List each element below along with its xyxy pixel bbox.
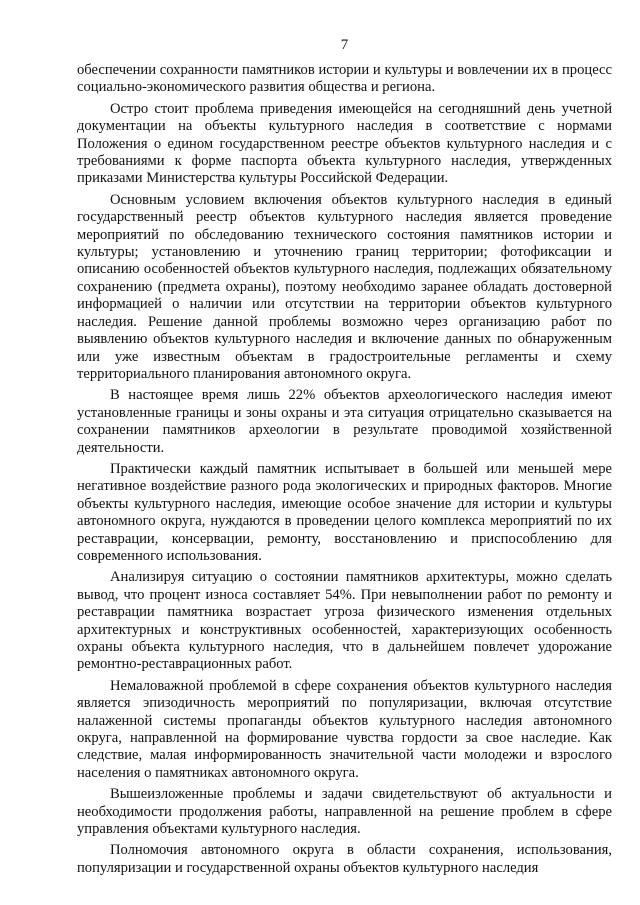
paragraph-7: Немаловажной проблемой в сфере сохранения объектов культурного наследия является эпизодичность мероприятий по популяризации, включая отсутствие налаженной системы пропаганды объектов культурного наследия автономного округа, направленной на формирование чувства гордости за свое наследие. Как следствие, малая информированность значительной части молодежи и взрослого населения о памятниках автономного округа.: [77, 677, 612, 781]
paragraph-1: обеспечении сохранности памятников истории и культуры и вовлечении их в процесс социально-экономического развития общества и региона.: [77, 62, 612, 96]
paragraph-5: Практически каждый памятник испытывает в большей или меньшей мере негативное воздействие разного рода экологических и природных факторов. Многие объекты культурного наследия, имеющие особое значение для истории и культуры автономного округа, нуждаются в проведении целого комплекса мероприятий по их реставрации, консервации, ремонту, восстановлению и приспособлению для современного использования.: [77, 460, 612, 564]
document-body: [77, 62, 612, 877]
paragraph-4: В настоящее время лишь 22% объектов археологического наследия имеют установленные границы и зоны охраны и эта ситуация отрицательно сказывается на сохранении памятников археологии в результате проводимой хозяйственной деятельности.: [77, 387, 612, 456]
paragraph-6: Анализируя ситуацию о состоянии памятников архитектуры, можно сделать вывод, что процент износа составляет 54%. При невыполнении работ по ремонту и реставрации памятника возрастает угроза физического изменения отдельных архитектурных и конструктивных особенностей, характеризующих особенность охраны объекта культурного наследия, что в дальнейшем повлечет удорожание ремонтно-реставрационных работ.: [77, 569, 612, 673]
paragraph-9: Полномочия автономного округа в области сохранения, использования, популяризации и государственной охраны объектов культурного наследия: [77, 842, 612, 876]
paragraph-3: Основным условием включения объектов культурного наследия в единый государственный реестр объектов культурного наследия является проведение мероприятий по обследованию технического состояния памятников истории и культуры; установлению и уточнению границ территории; фотофиксации и описанию особенностей объектов культурного наследия, подлежащих обязательному сохранению (предмета охраны), поэтому необходимо заранее обладать достоверной информацией о наличии или отсутствии на территории объектов культурного наследия. Решение данной проблемы возможно через организацию работ по выявлению объектов культурного наследия и включение данных по обнаруженным или уже известным объектам в градостроительные регламенты и схему территориального планирования автономного округа.: [77, 191, 612, 382]
paragraph-8: Вышеизложенные проблемы и задачи свидетельствуют об актуальности и необходимости продолжения работы, направленной на решение проблем в сфере управления объектами культурного наследия.: [77, 786, 612, 838]
paragraph-2: Остро стоит проблема приведения имеющейся на сегодняшний день учетной документации на объекты культурного наследия в соответствие с нормами Положения о едином государственном реестре объектов культурного наследия и с требованиями к форме паспорта объекта культурного наследия, утвержденных приказами Министерства культуры Российской Федерации.: [77, 100, 612, 187]
page-number: 7: [340, 37, 349, 53]
